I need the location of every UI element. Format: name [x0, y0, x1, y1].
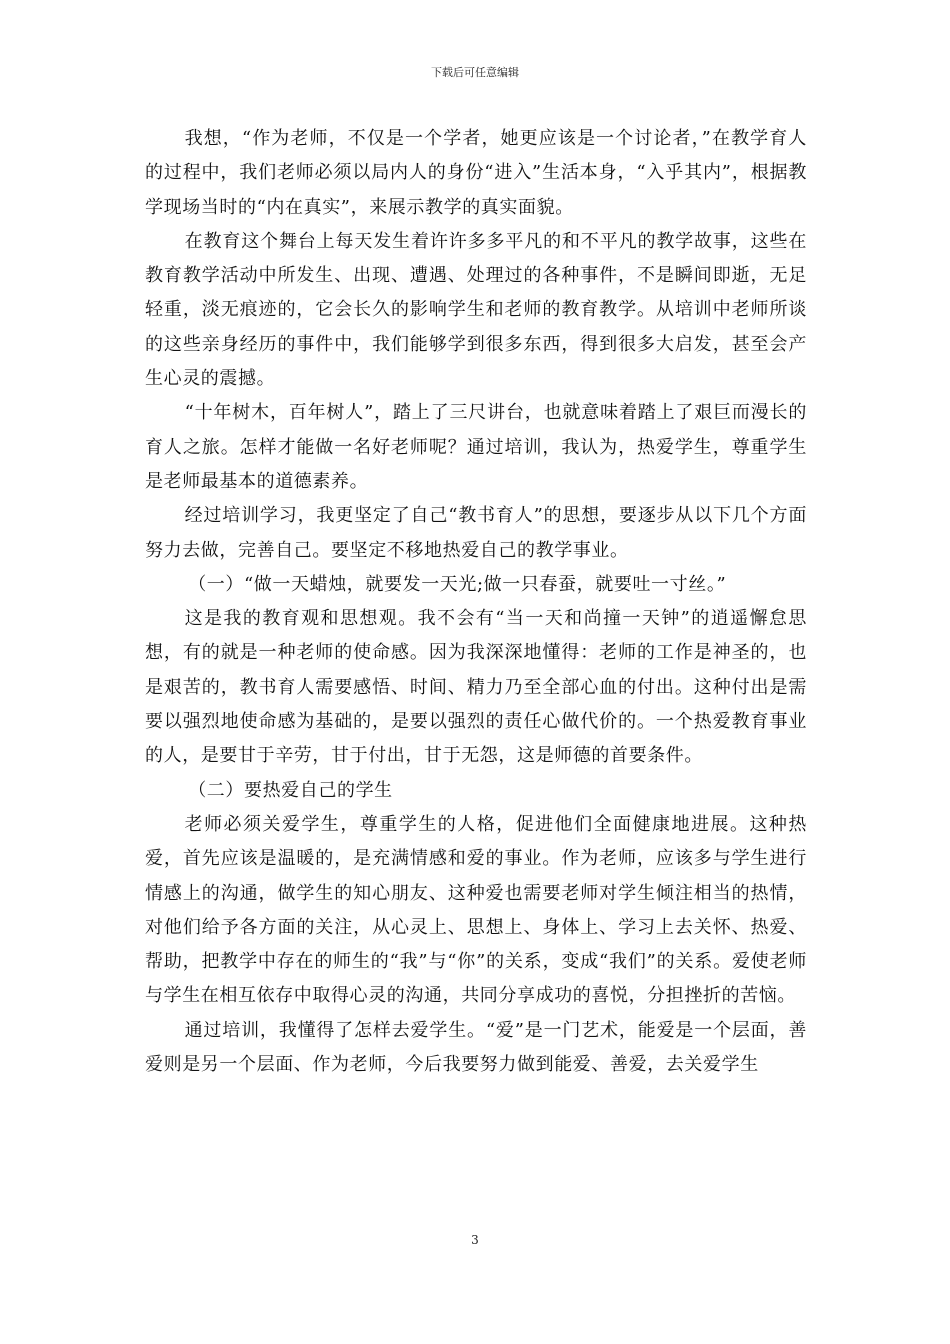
paragraph: 我想，“作为老师，不仅是一个学者，她更应该是一个讨论者，”在教学育人的过程中，我们老师必须以局内人的身份“进入”生活本身，“入乎其内”，根据教学现场当时的“内在真实”，来展示教学的真实面貌。 [145, 128, 807, 218]
paragraph: 在教育这个舞台上每天发生着许许多多平凡的和不平凡的教学故事，这些在教育教学活动中所发生、出现、遭遇、处理过的各种事件，不是瞬间即逝，无足轻重，淡无痕迹的，它会长久的影响学生和老师的教育教学。从培训中老师所谈的这些亲身经历的事件中，我们能够学到很多东西，得到很多大启发，甚至会产生心灵的震撼。 [145, 230, 807, 390]
paragraph: 这是我的教育观和思想观。我不会有“当一天和尚撞一天钟”的逍遥懈怠思想，有的就是一种老师的使命感。因为我深深地懂得：老师的工作是神圣的，也是艰苦的，教书育人需要感悟、时间、精力乃至全部心血的付出。这种付出是需要以强烈地使命感为基础的，是要以强烈的责任心做代价的。一个热爱教育事业的人，是要甘于辛劳，甘于付出，甘于无怨，这是师德的首要条件。 [145, 608, 807, 767]
paragraph: 经过培训学习，我更坚定了自己“教书育人”的思想，要逐步从以下几个方面努力去做，完善自己。要坚定不移地热爱自己的教学事业。 [145, 505, 807, 561]
section-heading: （一）“做一天蜡烛，就要发一天光;做一只春蚕，就要吐一寸丝。” [188, 573, 727, 595]
body-text [145, 122, 807, 1082]
paragraph: 老师必须关爱学生，尊重学生的人格，促进他们全面健康地进展。这种热爱，首先应该是温暖的，是充满情感和爱的事业。作为老师，应该多与学生进行情感上的沟通，做学生的知心朋友、这种爱也需要老师对学生倾注相当的热情，对他们给予各方面的关注，从心灵上、思想上、身体上、学习上去关怀、热爱、帮助，把教学中存在的师生的“我”与“你”的关系，变成“我们”的关系。爱使老师与学生在相互依存中取得心灵的沟通，共同分享成功的喜悦，分担挫折的苦恼。 [145, 813, 807, 1007]
paragraph: 通过培训，我懂得了怎样去爱学生。“爱”是一门艺术，能爱是一个层面，善爱则是另一个层面、作为老师，今后我要努力做到能爱、善爱，去关爱学生 [145, 1019, 807, 1076]
section-heading: （二）要热爱自己的学生 [188, 779, 393, 801]
paragraph: “十年树木，百年树人”，踏上了三尺讲台，也就意味着踏上了艰巨而漫长的育人之旅。怎样才能做一名好老师呢？通过培训，我认为，热爱学生，尊重学生是老师最基本的道德素养。 [145, 402, 807, 492]
page-number: 3 [471, 1233, 479, 1247]
page-header: 下载后可任意编辑 [431, 66, 519, 79]
